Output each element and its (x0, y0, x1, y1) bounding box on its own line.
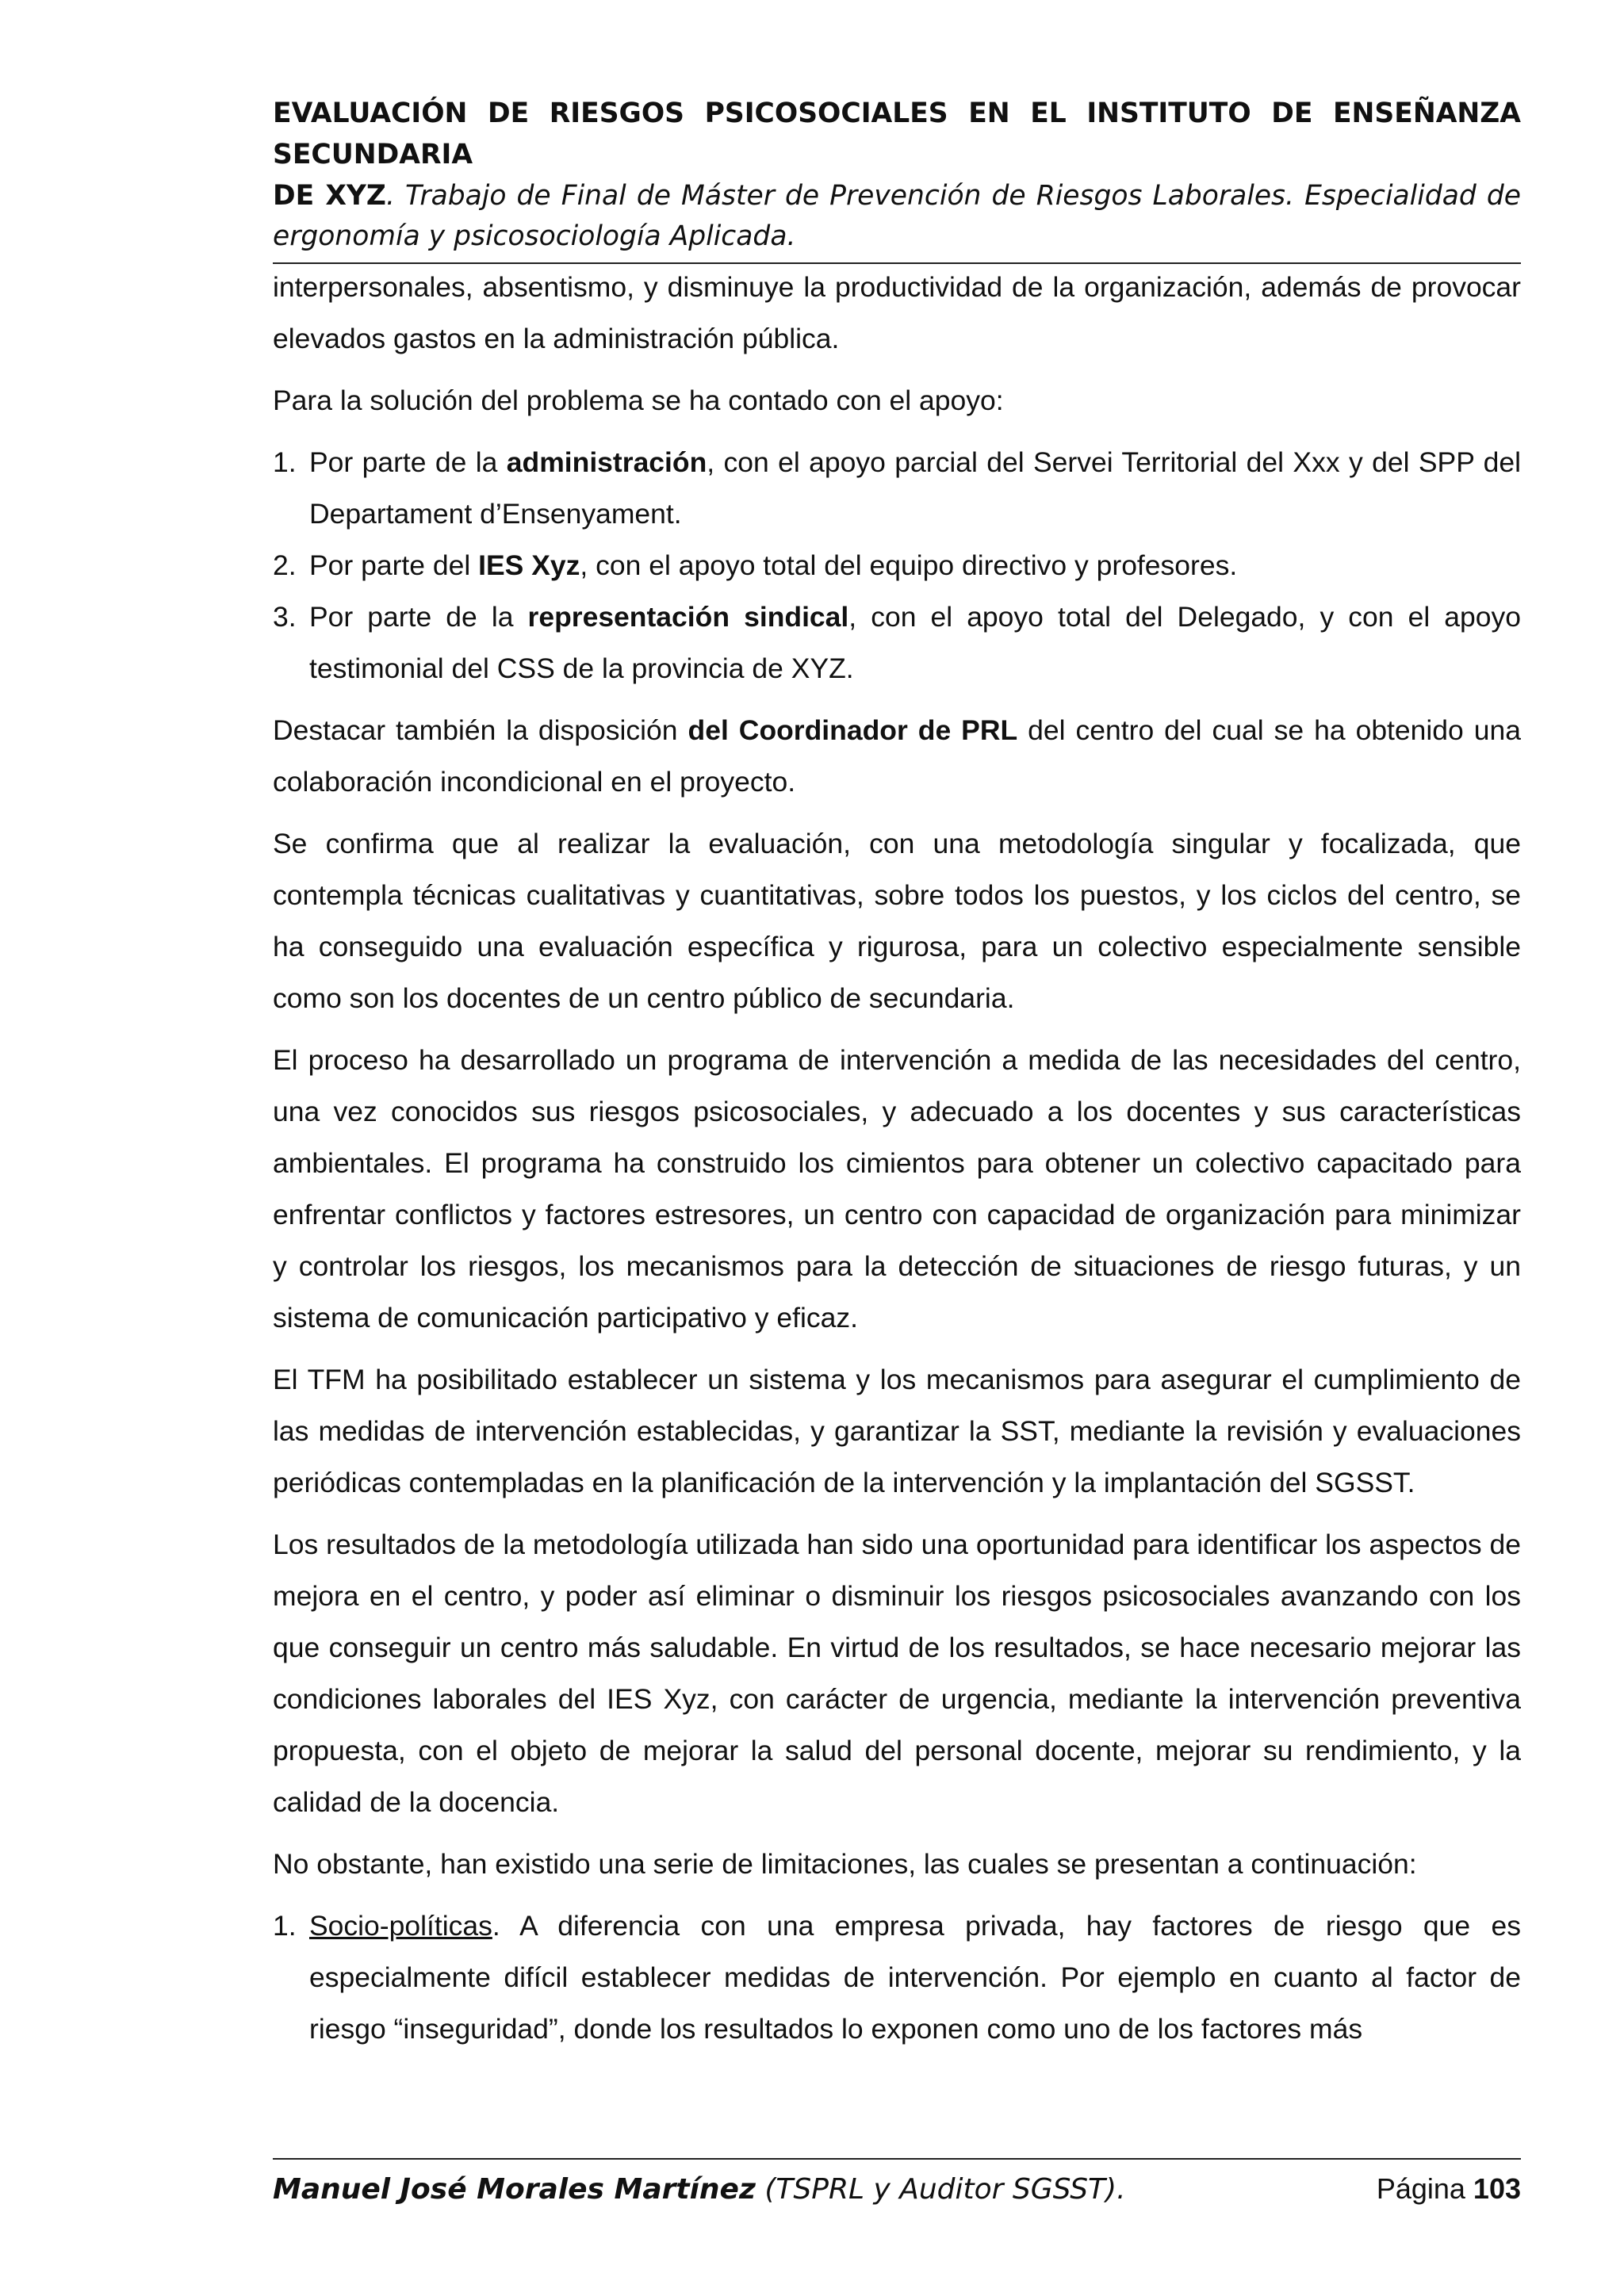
header-title-bold: DE XYZ (273, 179, 386, 212)
list-number: 1. (273, 446, 297, 478)
paragraph-2: Para la solución del problema se ha contado con el apoyo: (273, 385, 1004, 416)
underlined-term: Socio-políticas (309, 1910, 492, 1942)
limitations-list (273, 1900, 1521, 2055)
paragraph-5: El proceso ha desarrollado un programa de intervención a medida de las necesidades del centro, una vez conocidos sus riesgos psicosociales, y adecuado a los docentes y sus características ambientales. El programa ha construido los cimientos para obtener un colectivo capacitado para enfrentar conflictos y factores estresores, un centro con capacidad de organización para minimizar y controlar los riesgos, los mecanismos para la detección de situaciones de riesgo futuras, y un sistema de comunicación participativo y eficaz. (273, 1044, 1521, 1334)
footer-author (273, 2173, 1126, 2206)
author-role: (TSPRL y Auditor SGSST). (755, 2173, 1126, 2206)
list-item-text: Por parte de la representación sindical, con el apoyo total del Delegado, y con el apoyo testimonial del CSS de la provincia de XYZ. (309, 601, 1521, 684)
header-title-line-1: EVALUACIÓN DE RIESGOS PSICOSOCIALES EN EL INSTITUTO DE ENSEÑANZA SECUNDARIA (273, 98, 1521, 170)
header-title-line-2 (273, 176, 1521, 217)
list-item-text: Por parte del IES Xyz, con el apoyo total del equipo directivo y profesores. (309, 549, 1238, 581)
author-name: Manuel José Morales Martínez (273, 2173, 756, 2206)
paragraph-4: Se confirma que al realizar la evaluación, con una metodología singular y focalizada, que contempla técnicas cualitativas y cuantitativas, sobre todos los puestos, y los ciclos del centro, se ha conseguido una evaluación específica y rigurosa, para un colectivo especialmente sensible como son los docentes de un centro público de secundaria. (273, 828, 1521, 1014)
page-body (273, 262, 1521, 2065)
list-item (273, 437, 1521, 540)
paragraph-8: No obstante, han existido una serie de limitaciones, las cuales se presentan a continuación: (273, 1848, 1417, 1880)
paragraph-6: El TFM ha posibilitado establecer un sistema y los mecanismos para asegurar el cumplimiento de las medidas de intervención establecidas, y garantizar la SST, mediante la revisión y evaluaciones periódicas contempladas en la planificación de la intervención y la implantación del SGSST. (273, 1364, 1521, 1498)
support-list (273, 437, 1521, 695)
list-item-text: Por parte de la administración, con el apoyo parcial del Servei Territorial del Xxx y del SPP del Departament d’Ensenyament. (309, 446, 1521, 530)
list-item-text: Socio-políticas. A diferencia con una empresa privada, hay factores de riesgo que es especialmente difícil establecer medidas de intervención. Por ejemplo en cuanto al factor de riesgo “inseguridad”, donde los resultados lo exponen como uno de los factores más (309, 1910, 1521, 2045)
list-item (273, 1900, 1521, 2055)
header-subtitle-1: . Trabajo de Final de Máster de Prevención de Riesgos Laborales. Especialidad de (385, 179, 1521, 212)
page-number: Página 103 (1376, 2172, 1521, 2205)
paragraph-1: interpersonales, absentismo, y disminuye la productividad de la organización, además de provocar elevados gastos en la administración pública. (273, 271, 1521, 354)
running-header (273, 94, 1521, 264)
list-number: 1. (273, 1910, 297, 1942)
header-subtitle-2: ergonomía y psicosociología Aplicada. (273, 220, 796, 253)
paragraph-3: Destacar también la disposición del Coordinador de PRL del centro del cual se ha obtenido una colaboración incondicional en el proyecto. (273, 714, 1521, 798)
paragraph-7: Los resultados de la metodología utilizada han sido una oportunidad para identificar los aspectos de mejora en el centro, y poder así eliminar o disminuir los riesgos psicosociales avanzando con los que conseguir un centro más saludable. En virtud de los resultados, se hace necesario mejorar las condiciones laborales del IES Xyz, con carácter de urgencia, mediante la intervención preventiva propuesta, con el objeto de mejorar la salud del personal docente, mejorar su rendimiento, y la calidad de la docencia. (273, 1529, 1521, 1818)
list-item (273, 591, 1521, 695)
list-item (273, 540, 1521, 591)
list-number: 3. (273, 601, 297, 633)
page-footer (273, 2158, 1521, 2206)
list-number: 2. (273, 549, 297, 581)
